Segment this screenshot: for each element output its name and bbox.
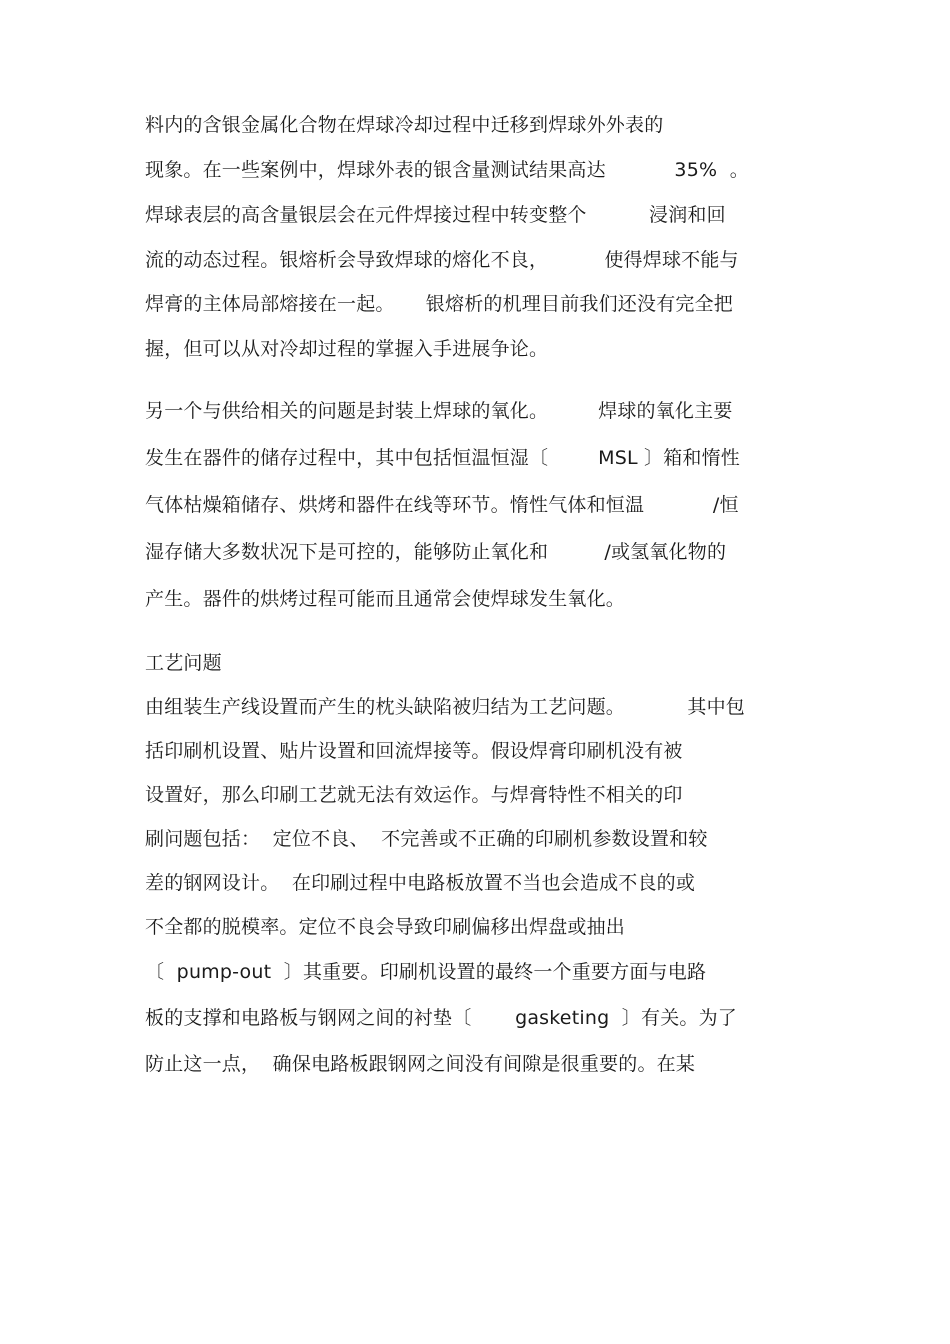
paragraph-3-line-9: 防止这一点， 确保电路板跟钢网之间没有间隙是很重要的。在某: [145, 1053, 696, 1075]
paragraph-2-line-1: 另一个与供给相关的问题是封装上焊球的氧化。 焊球的氧化主要: [145, 400, 733, 422]
paragraph-1-line-2: 现象。在一些案例中，焊球外表的银含量测试结果高达 35% 。: [145, 159, 749, 181]
paragraph-3-line-2: 括印刷机设置、贴片设置和回流焊接等。假设焊膏印刷机没有被: [145, 740, 683, 762]
paragraph-1-line-5: 焊膏的主体局部熔接在一起。 银熔析的机理目前我们还没有完全把: [145, 293, 733, 315]
paragraph-1-line-4: 流的动态过程。银熔析会导致焊球的熔化不良， 使得焊球不能与: [145, 249, 739, 271]
paragraph-1-line-3: 焊球表层的高含量银层会在元件焊接过程中转变整个 浸润和回: [145, 204, 726, 226]
paragraph-3-line-8: 板的支撑和电路板与钢网之间的衬垫〔 gasketing 〕有关。为了: [145, 1007, 738, 1029]
paragraph-2-line-3: 气体枯燥箱储存、烘烤和器件在线等环节。惰性气体和恒温 /恒: [145, 494, 739, 516]
section-heading: 工艺问题: [145, 652, 222, 674]
paragraph-2-line-5: 产生。器件的烘烤过程可能而且通常会使焊球发生氧化。: [145, 588, 626, 610]
paragraph-3-line-4: 刷问题包括： 定位不良、 不完善或不正确的印刷机参数设置和较: [145, 828, 708, 850]
paragraph-2-line-2: 发生在器件的储存过程中，其中包括恒温恒湿〔 MSL 〕箱和惰性: [145, 447, 740, 469]
paragraph-3-line-6: 不全都的脱模率。定位不良会导致印刷偏移出焊盘或抽出: [145, 916, 626, 938]
paragraph-3-line-1: 由组装生产线设置而产生的枕头缺陷被归结为工艺问题。 其中包: [145, 696, 745, 718]
paragraph-2-line-4: 湿存储大多数状况下是可控的，能够防止氧化和 /或氢氧化物的: [145, 541, 727, 563]
paragraph-3-line-7: 〔 pump-out 〕其重要。印刷机设置的最终一个重要方面与电路: [145, 961, 707, 983]
paragraph-3-line-3: 设置好，那么印刷工艺就无法有效运作。与焊膏特性不相关的印: [145, 784, 683, 806]
paragraph-1-line-1: 料内的含银金属化合物在焊球冷却过程中迁移到焊球外外表的: [145, 114, 664, 136]
paragraph-3-line-5: 差的钢网设计。 在印刷过程中电路板放置不当也会造成不良的或: [145, 872, 696, 894]
paragraph-1-line-6: 握，但可以从对冷却过程的掌握入手进展争论。: [145, 338, 549, 360]
